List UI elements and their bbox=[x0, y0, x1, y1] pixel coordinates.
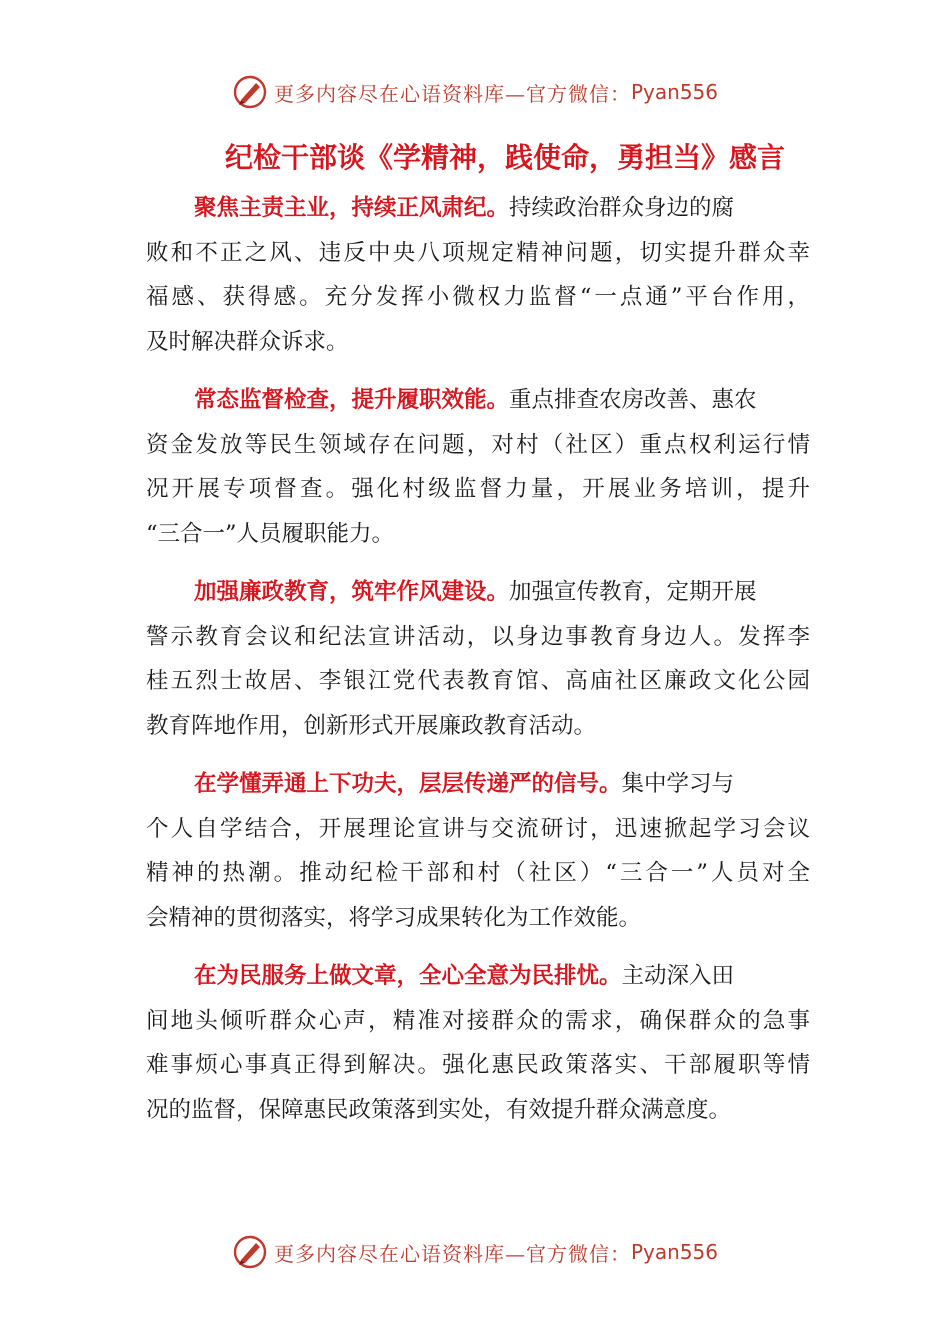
paragraph-3 bbox=[146, 570, 810, 748]
paragraph-line: 桂五烈士故居、李银江党代表教育馆、高庙社区廉政文化公园 bbox=[146, 668, 810, 694]
banner-text: 更多内容尽在心语资料库—官方微信： bbox=[273, 81, 631, 106]
pen-logo-icon bbox=[232, 1234, 268, 1270]
paragraph-line: 个人自学结合，开展理论宣讲与交流研讨，迅速掀起学习会议 bbox=[146, 815, 810, 842]
banner-wechat-id: Pyan556 bbox=[630, 80, 718, 104]
footer-banner bbox=[0, 1234, 950, 1270]
paragraph-line: 况的监督，保障惠民政策落到实处，有效提升群众满意度。 bbox=[146, 1096, 732, 1123]
document-title: 纪检干部谈《学精神，践使命，勇担当》感言 bbox=[224, 141, 785, 174]
banner-wechat-id: Pyan556 bbox=[630, 1240, 718, 1264]
document-body bbox=[146, 186, 810, 1146]
paragraph-line: 及时解决群众诉求。 bbox=[146, 328, 349, 355]
paragraph-line: 教育阵地作用，创新形式开展廉政教育活动。 bbox=[146, 712, 597, 739]
paragraph-line: 集中学习与 bbox=[621, 771, 735, 797]
paragraph-line: 主动深入田 bbox=[621, 963, 735, 989]
paragraph-line: 败和不正之风、违反中央八项规定精神问题，切实提升群众幸 bbox=[146, 239, 810, 266]
paragraph-lead: 在为民服务上做文章，全心全意为民排忧。 bbox=[194, 963, 622, 989]
paragraph-lead: 常态监督检查，提升履职效能。 bbox=[194, 387, 510, 413]
paragraph-line: 精神的热潮。推动纪检干部和村（社区）“三合一”人员对全 bbox=[146, 860, 810, 886]
paragraph-line: 加强宣传教育，定期开展 bbox=[509, 579, 757, 605]
paragraph-line: 福感、获得感。充分发挥小微权力监督“一点通”平台作用， bbox=[146, 284, 810, 310]
header-banner bbox=[0, 74, 950, 110]
paragraph-line: 重点排查农房改善、惠农 bbox=[509, 387, 757, 413]
paragraph-lead: 加强廉政教育，筑牢作风建设。 bbox=[194, 579, 510, 605]
paragraph-line: 资金发放等民生领域存在问题，对村（社区）重点权利运行情 bbox=[146, 431, 810, 458]
paragraph-5 bbox=[146, 954, 810, 1132]
paragraph-line: 持续政治群众身边的腐 bbox=[509, 195, 735, 221]
paragraph-line: 警示教育会议和纪法宣讲活动，以身边事教育身边人。发挥李 bbox=[146, 623, 810, 650]
paragraph-line: 难事烦心事真正得到解决。强化惠民政策落实、干部履职等情 bbox=[146, 1052, 810, 1078]
paragraph-line: 间地头倾听群众心声，精准对接群众的需求，确保群众的急事 bbox=[146, 1007, 810, 1034]
paragraph-lead: 聚焦主责主业，持续正风肃纪。 bbox=[194, 195, 510, 221]
banner-text: 更多内容尽在心语资料库—官方微信： bbox=[273, 1241, 631, 1266]
paragraph-2 bbox=[146, 378, 810, 556]
paragraph-4 bbox=[146, 762, 810, 940]
paragraph-1 bbox=[146, 186, 810, 364]
pen-logo-icon bbox=[232, 74, 268, 110]
paragraph-line: 会精神的贯彻落实，将学习成果转化为工作效能。 bbox=[146, 904, 642, 931]
paragraph-line: 况开展专项督查。强化村级监督力量，开展业务培训，提升 bbox=[146, 476, 810, 502]
paragraph-line: “三合一”人员履职能力。 bbox=[146, 520, 395, 547]
paragraph-lead: 在学懂弄通上下功夫，层层传递严的信号。 bbox=[194, 771, 622, 797]
